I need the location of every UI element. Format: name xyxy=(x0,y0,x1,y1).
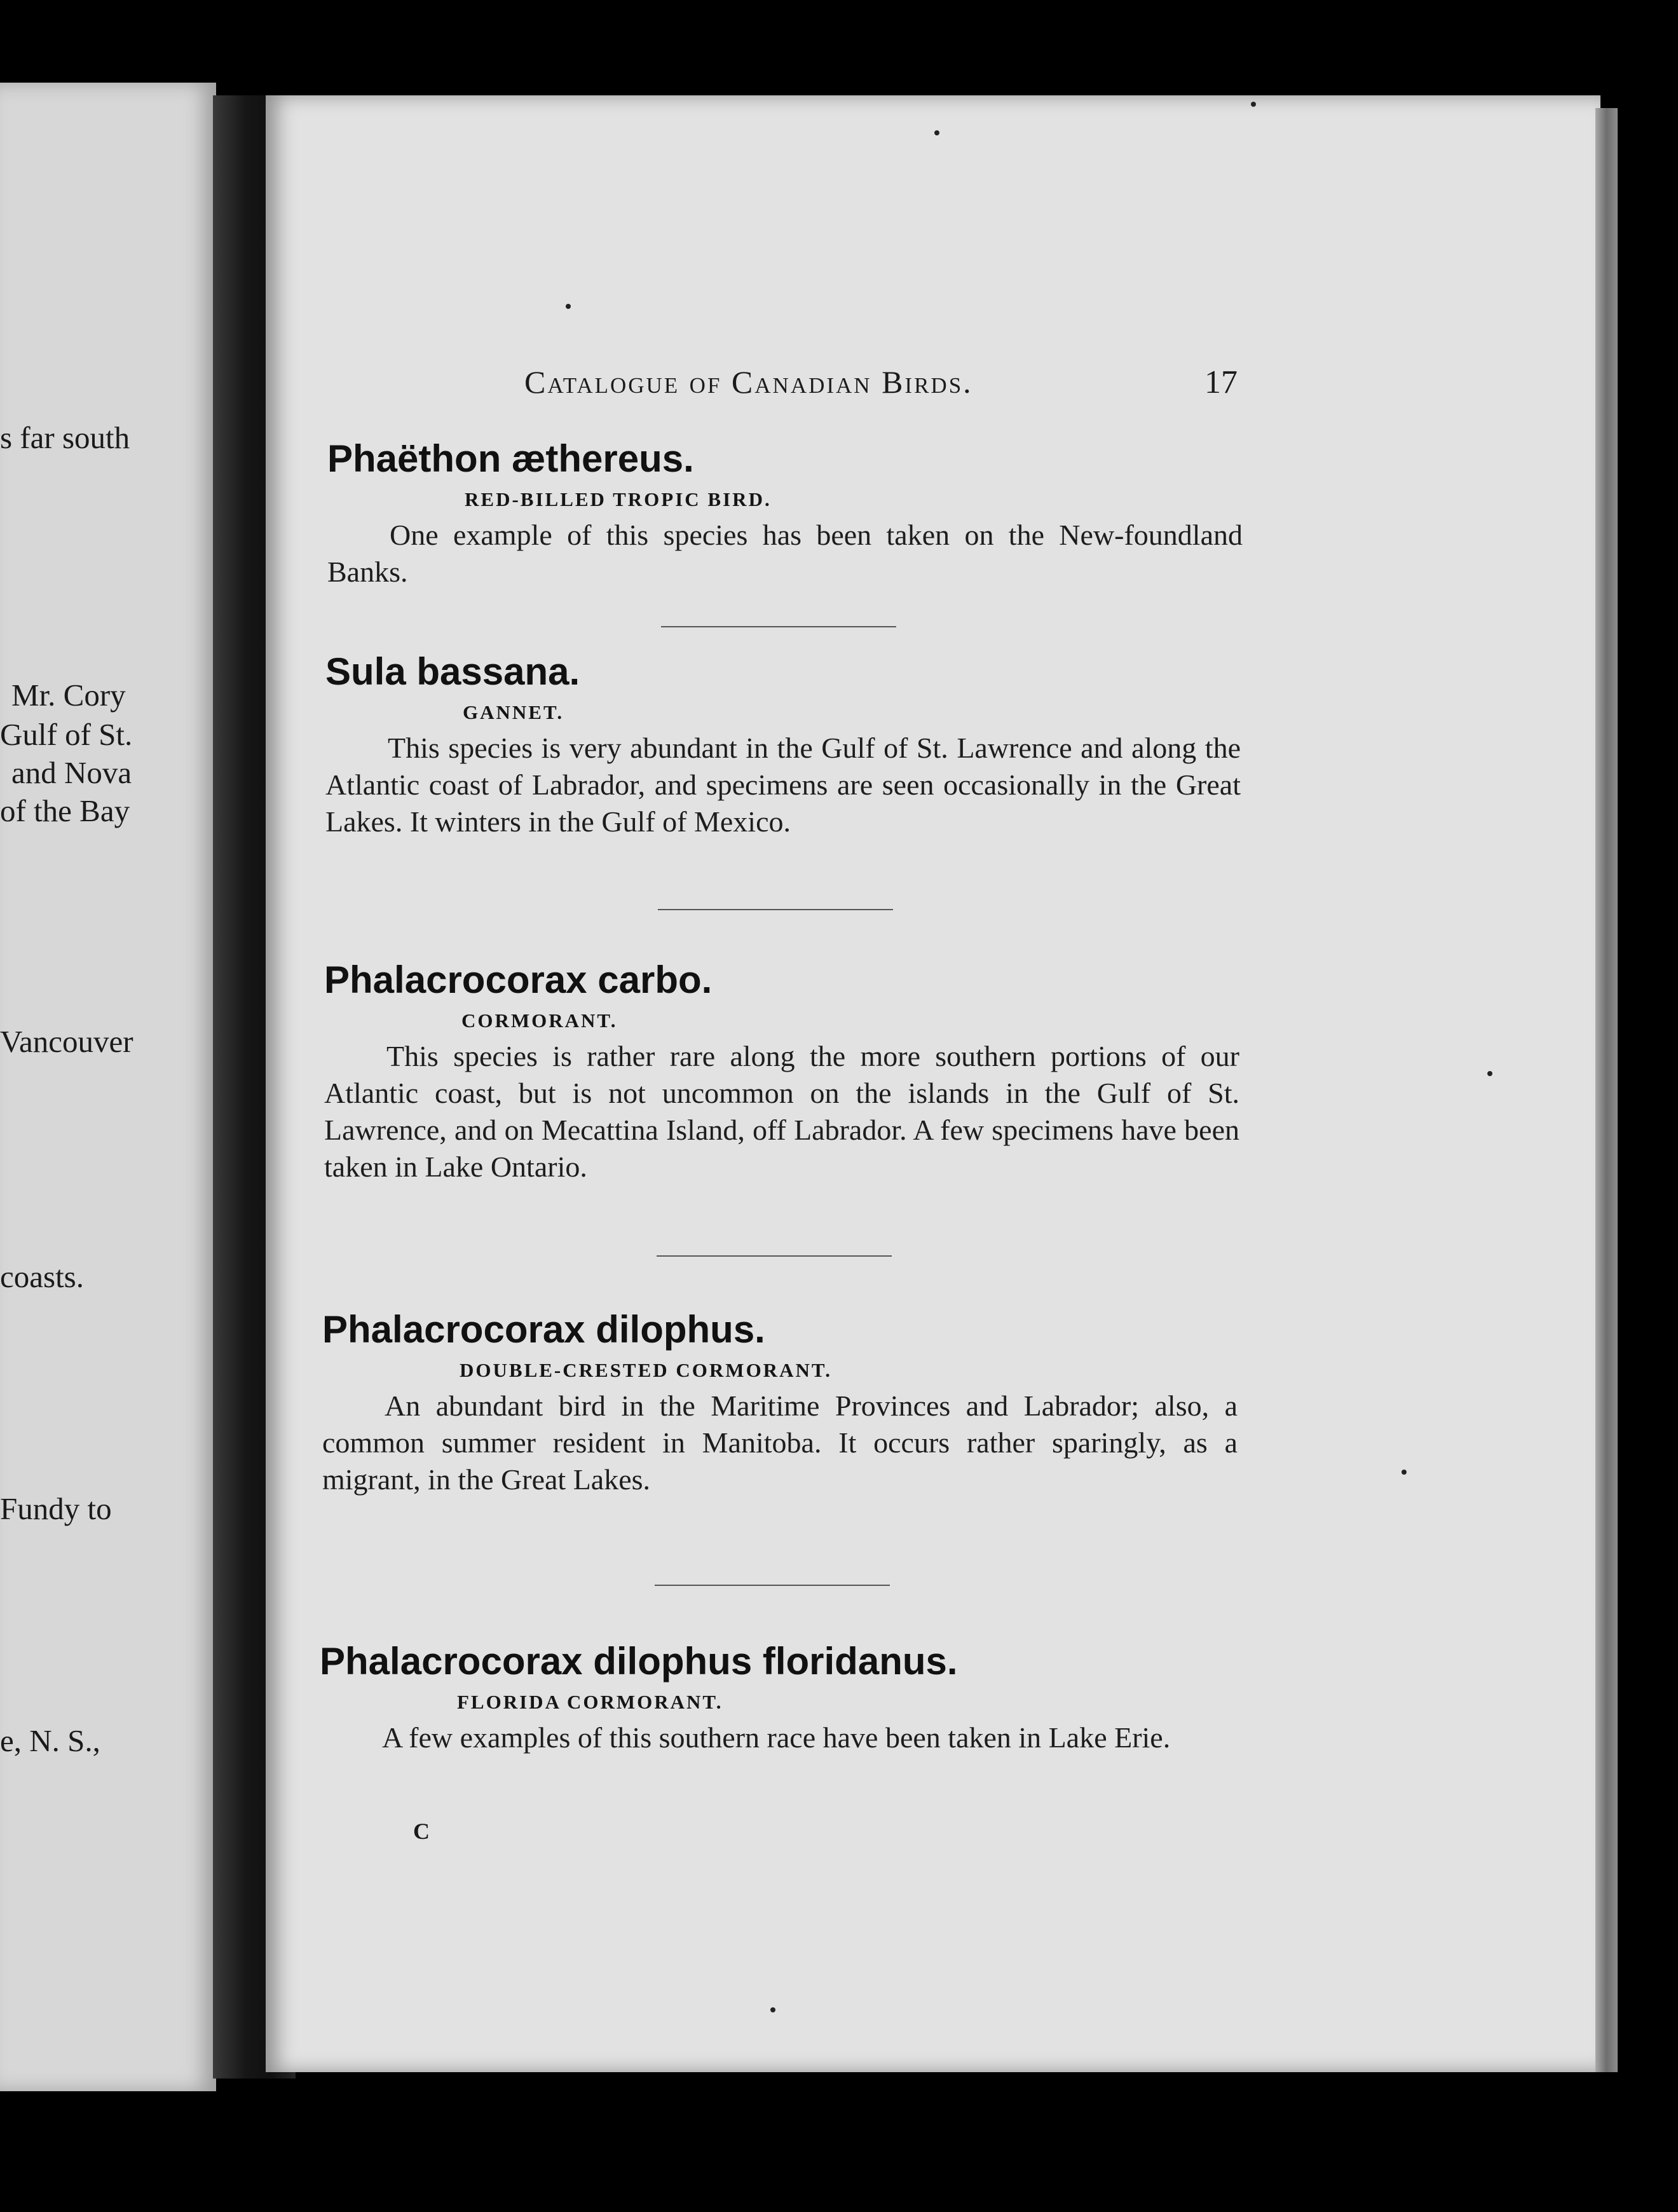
left-page-line: and Nova xyxy=(11,755,132,790)
scan-speck xyxy=(1251,102,1256,107)
species-entry xyxy=(324,957,1239,1185)
running-head: Catalogue of Canadian Birds. xyxy=(524,364,973,400)
scan-speck xyxy=(1487,1071,1492,1076)
section-divider xyxy=(661,626,896,627)
scan-speck xyxy=(1402,1470,1407,1475)
common-name: DOUBLE-CRESTED CORMORANT. xyxy=(460,1359,832,1381)
scan-speck xyxy=(934,130,939,135)
common-name: RED-BILLED TROPIC BIRD. xyxy=(465,488,772,510)
common-name: FLORIDA CORMORANT. xyxy=(457,1691,723,1713)
page-number: 17 xyxy=(1204,364,1238,400)
scientific-name: Sula bassana. xyxy=(325,650,580,693)
left-page-line: s far south xyxy=(0,420,130,455)
scientific-name: Phaëthon æthereus. xyxy=(327,437,694,480)
species-description: An abundant bird in the Maritime Provinces and Labrador; also, a common summer resident in Manitoba. It occurs rather sparingly, as a migrant, in the Great Lakes. xyxy=(322,1389,1238,1496)
scientific-name: Phalacrocorax dilophus. xyxy=(322,1308,765,1351)
left-page-line: Vancouver xyxy=(0,1024,133,1059)
species-entry xyxy=(327,435,1243,591)
section-divider xyxy=(655,1585,890,1586)
species-description: This species is rather rare along the more southern portions of our Atlantic coast, but is not uncommon on the islands in the Gulf of St. Lawrence, and on Mecattina Island, off Labrador. A few specimens have been taken in Lake Ontario. xyxy=(324,1040,1239,1183)
species-entry xyxy=(322,1306,1238,1498)
section-divider xyxy=(657,1255,892,1257)
species-description: One example of this species has been taken on the New-foundland Banks. xyxy=(327,519,1243,588)
species-entry xyxy=(320,1638,1235,1756)
species-description: This species is very abundant in the Gulf of St. Lawrence and along the Atlantic coast of Labrador, and specimens are seen occasionally in the Great Lakes. It winters in the Gulf of Mexico. xyxy=(325,732,1241,838)
left-page-line: of the Bay xyxy=(0,793,130,828)
left-page-line: Mr. Cory xyxy=(11,678,126,713)
species-description: A few examples of this southern race have been taken in Lake Erie. xyxy=(382,1721,1171,1754)
left-page-line: Gulf of St. xyxy=(0,717,133,752)
signature-mark: C xyxy=(413,1819,430,1844)
left-page-line: coasts. xyxy=(0,1259,84,1294)
page-edge xyxy=(1595,108,1618,2072)
left-facing-page xyxy=(0,83,216,2091)
scan-speck xyxy=(770,2007,775,2012)
left-page-line: e, N. S., xyxy=(0,1723,100,1758)
common-name: GANNET. xyxy=(463,701,564,723)
common-name: CORMORANT. xyxy=(461,1009,618,1032)
scan-speck xyxy=(566,304,571,309)
left-page-line: Fundy to xyxy=(0,1491,112,1526)
scientific-name: Phalacrocorax dilophus floridanus. xyxy=(320,1640,958,1683)
section-divider xyxy=(658,909,893,910)
scientific-name: Phalacrocorax carbo. xyxy=(324,959,713,1001)
species-entry xyxy=(325,648,1241,840)
